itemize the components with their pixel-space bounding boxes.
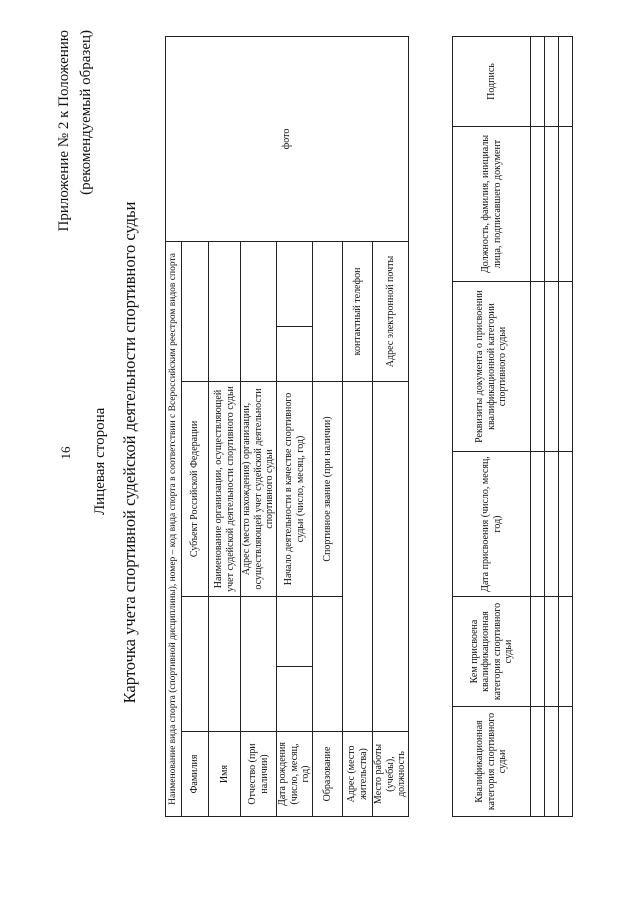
card-table bbox=[165, 36, 409, 817]
table-cell[interactable] bbox=[531, 452, 545, 597]
label-contact-phone: контактный телефон bbox=[343, 241, 373, 381]
table-cell[interactable] bbox=[559, 597, 573, 707]
table-cell[interactable] bbox=[531, 597, 545, 707]
header-date: Дата присвоения (число, месяц, год) bbox=[453, 452, 531, 597]
label-birth-date: Дата рождения (число, месяц, год) bbox=[277, 732, 313, 817]
table-cell[interactable] bbox=[531, 707, 545, 817]
table-cell[interactable] bbox=[559, 37, 573, 127]
appendix-subtitle: (рекомендуемый образец) bbox=[78, 30, 94, 195]
photo-label: фото bbox=[281, 128, 293, 150]
table-cell[interactable] bbox=[559, 707, 573, 817]
label-email: Адрес электронной почты bbox=[373, 241, 409, 381]
header-assigned-by: Кем присвоена квалификационная категория спортивного судьи bbox=[453, 597, 531, 707]
label-education: Образование bbox=[313, 732, 343, 817]
table-cell[interactable] bbox=[545, 452, 559, 597]
header-category: Квалификационная категория спортивного судьи bbox=[453, 707, 531, 817]
value-org-address[interactable] bbox=[241, 241, 277, 381]
label-patronymic: Отчество (при наличии) bbox=[241, 732, 277, 817]
table-cell[interactable] bbox=[559, 452, 573, 597]
value-address[interactable] bbox=[343, 382, 373, 732]
side-label: Лицевая сторона bbox=[92, 407, 108, 515]
photo-cell bbox=[166, 36, 409, 241]
table-cell[interactable] bbox=[545, 282, 559, 452]
header-signature: Подпись bbox=[453, 37, 531, 127]
value-surname[interactable] bbox=[182, 597, 209, 732]
card-title: Карточка учета спортивной судейской деятельности спортивного судьи bbox=[120, 201, 139, 704]
sport-header: Наименование вида спорта (спортивной дисциплины), номер – код вида спорта в соответствии с Всероссийским реестром видов спорта bbox=[166, 241, 182, 816]
table-cell[interactable] bbox=[545, 37, 559, 127]
value-start-date-part[interactable] bbox=[277, 241, 313, 326]
header-document: Реквизиты документа о присвоении квалификационной категории спортивного судьи bbox=[453, 282, 531, 452]
qualification-table bbox=[452, 36, 573, 817]
header-signer: Должность, фамилия, инициалы лица, подписавшего документ bbox=[453, 127, 531, 282]
page-number: 16 bbox=[58, 446, 73, 460]
table-cell[interactable] bbox=[559, 127, 573, 282]
appendix-title: Приложение № 2 к Положению bbox=[56, 30, 72, 232]
label-region: Субъект Российской Федерации bbox=[182, 382, 209, 597]
label-sport-title: Спортивное звание (при наличии) bbox=[313, 382, 343, 597]
label-start-date: Начало деятельности в качестве спортивного судьи (число, месяц, год) bbox=[277, 382, 313, 597]
value-workplace[interactable] bbox=[373, 382, 409, 732]
value-birth-date-part[interactable] bbox=[277, 597, 313, 667]
value-name[interactable] bbox=[209, 597, 241, 732]
value-sport-title[interactable] bbox=[313, 241, 343, 381]
label-surname: Фамилия bbox=[182, 732, 209, 817]
value-region[interactable] bbox=[182, 241, 209, 381]
value-organization[interactable] bbox=[209, 241, 241, 381]
value-start-date-part[interactable] bbox=[277, 327, 313, 382]
label-organization: Наименование организации, осуществляющей учет судейской деятельности спортивного судьи bbox=[209, 382, 241, 597]
table-cell[interactable] bbox=[531, 127, 545, 282]
table-cell[interactable] bbox=[559, 282, 573, 452]
table-cell[interactable] bbox=[531, 282, 545, 452]
label-address: Адрес (место жительства) bbox=[343, 732, 373, 817]
table-cell[interactable] bbox=[545, 597, 559, 707]
label-org-address: Адрес (место нахождения) организации, осуществляющей учет судейской деятельности спортивного судьи bbox=[241, 382, 277, 597]
value-birth-date-part[interactable] bbox=[277, 667, 313, 732]
label-workplace: Место работы (учебы), должность bbox=[373, 732, 409, 817]
table-cell[interactable] bbox=[545, 127, 559, 282]
value-education[interactable] bbox=[313, 597, 343, 732]
label-name: Имя bbox=[209, 732, 241, 817]
table-cell[interactable] bbox=[545, 707, 559, 817]
value-patronymic[interactable] bbox=[241, 597, 277, 732]
table-cell[interactable] bbox=[531, 37, 545, 127]
